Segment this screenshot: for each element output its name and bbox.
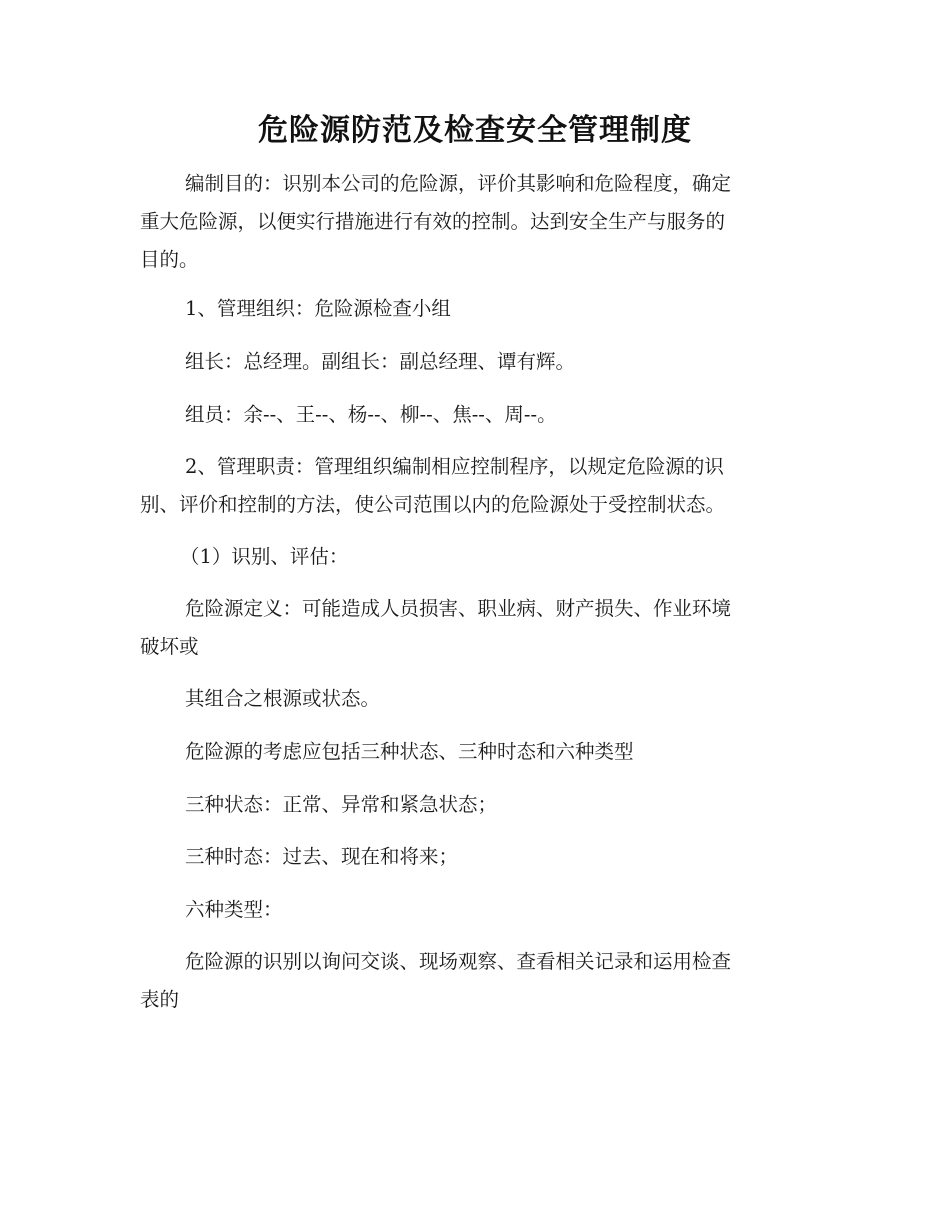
paragraph-identification-method	[140, 943, 800, 1019]
paragraph-three-tenses	[140, 838, 800, 876]
paragraph-line: 重大危险源，以便实行措施进行有效的控制。达到安全生产与服务的	[140, 210, 726, 233]
paragraph-six-types	[140, 891, 800, 929]
paragraph-members	[140, 396, 800, 434]
paragraph-line: 目的。	[140, 248, 199, 271]
paragraph-line: 六种类型：	[185, 898, 283, 921]
paragraph-line: 危险源的考虑应包括三种状态、三种时态和六种类型	[185, 740, 634, 763]
paragraph-line: （1）识别、评估：	[180, 545, 349, 568]
paragraph-line: 危险源定义：可能造成人员损害、职业病、财产损失、作业环境	[185, 597, 732, 620]
paragraph-line: 别、评价和控制的方法，使公司范围以内的危险源处于受控制状态。	[140, 493, 726, 516]
paragraph-three-states	[140, 786, 800, 824]
paragraph-line: 表的	[140, 988, 180, 1011]
paragraph-section-identify	[140, 538, 800, 576]
paragraph-line: 组长：总经理。副组长：副总经理、谭有辉。	[185, 350, 576, 373]
paragraph-purpose	[140, 165, 800, 279]
paragraph-line: 1、管理组织：危险源检查小组	[185, 297, 451, 320]
paragraph-line: 危险源的识别以询问交谈、现场观察、查看相关记录和运用检查	[185, 950, 732, 973]
paragraph-line: 三种状态：正常、异常和紧急状态；	[185, 793, 498, 816]
paragraph-line: 2、管理职责：管理组织编制相应控制程序，以规定危险源的识	[185, 455, 724, 478]
paragraph-line: 其组合之根源或状态。	[185, 687, 381, 710]
paragraph-considerations	[140, 733, 800, 771]
paragraph-definition	[140, 590, 800, 666]
paragraph-line: 编制目的：识别本公司的危险源，评价其影响和危险程度，确定	[185, 172, 732, 195]
paragraph-line: 三种时态：过去、现在和将来；	[185, 845, 459, 868]
paragraph-line: 组员：余--、王--、杨--、柳--、焦--、周--。	[185, 403, 557, 426]
paragraph-definition-cont	[140, 680, 800, 718]
paragraph-responsibilities	[140, 448, 800, 524]
paragraph-organization	[140, 290, 800, 328]
document-title: 危险源防范及检查安全管理制度	[258, 113, 692, 148]
paragraph-line: 破坏或	[140, 635, 199, 658]
paragraph-leaders	[140, 343, 800, 381]
